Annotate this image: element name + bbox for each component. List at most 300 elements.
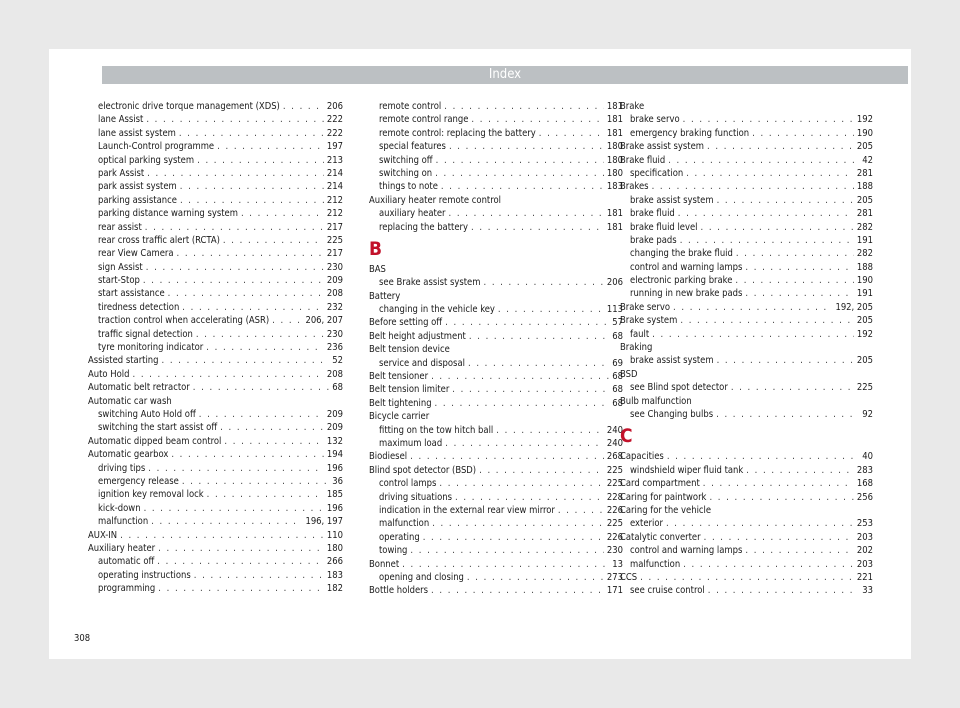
index-subentry bbox=[620, 287, 873, 300]
entry-term: Bonnet bbox=[369, 558, 400, 570]
entry-page-number[interactable]: 188 bbox=[856, 181, 873, 193]
entry-page-number[interactable]: 52 bbox=[332, 355, 343, 367]
entry-page-number[interactable]: 171 bbox=[606, 585, 623, 597]
dot-leader bbox=[745, 544, 854, 557]
entry-term: control and warning lamps bbox=[630, 545, 743, 557]
dot-leader bbox=[410, 544, 603, 557]
index-subentry bbox=[369, 571, 623, 584]
entry-page-number[interactable]: 192 bbox=[856, 114, 873, 126]
index-subentry bbox=[88, 314, 343, 327]
index-subentry bbox=[620, 207, 873, 220]
index-subentry bbox=[620, 517, 873, 530]
entry-term: Brake assist system bbox=[620, 141, 705, 153]
dot-leader bbox=[143, 274, 324, 287]
index-subentry bbox=[88, 274, 343, 287]
entry-page-number[interactable]: 190 bbox=[856, 275, 873, 287]
dot-leader bbox=[445, 316, 609, 329]
entry-page-number[interactable]: 203 bbox=[856, 531, 873, 543]
entry-term: service and disposal bbox=[379, 357, 465, 369]
dot-leader bbox=[439, 477, 604, 490]
entry-page-number[interactable]: 225 bbox=[606, 478, 623, 490]
index-subentry bbox=[88, 569, 343, 582]
entry-term: electronic parking brake bbox=[630, 275, 733, 287]
dot-leader bbox=[652, 180, 854, 193]
dot-leader bbox=[283, 100, 324, 113]
index-column-2 bbox=[369, 100, 623, 598]
entry-page-number[interactable]: 230 bbox=[326, 261, 343, 273]
index-subentry bbox=[88, 221, 343, 234]
index-entry bbox=[620, 571, 873, 584]
entry-page-number[interactable]: 240 bbox=[606, 424, 623, 436]
dot-leader bbox=[483, 276, 603, 289]
dot-leader bbox=[423, 531, 604, 544]
dot-leader bbox=[683, 558, 854, 571]
entry-page-number[interactable]: 192, 205 bbox=[835, 301, 873, 313]
entry-term: lane assist system bbox=[98, 127, 176, 139]
dot-leader bbox=[146, 113, 324, 126]
entry-term: special features bbox=[379, 141, 446, 153]
dot-leader bbox=[151, 515, 302, 528]
dot-leader bbox=[182, 475, 329, 488]
dot-leader bbox=[752, 127, 854, 140]
index-subentry bbox=[620, 584, 873, 597]
index-subentry bbox=[88, 154, 343, 167]
dot-leader bbox=[182, 301, 324, 314]
entry-term: automatic off bbox=[98, 556, 155, 568]
entry-term: Belt tensioner bbox=[369, 371, 429, 383]
entry-page-number[interactable]: 188 bbox=[856, 261, 873, 273]
entry-page-number[interactable]: 68 bbox=[612, 384, 623, 396]
index-subentry bbox=[88, 488, 343, 501]
index-subentry bbox=[369, 517, 623, 530]
entry-page-number[interactable]: 181 bbox=[606, 127, 623, 139]
dot-leader bbox=[144, 502, 324, 515]
entry-term: BAS bbox=[369, 263, 386, 275]
index-subentry bbox=[88, 287, 343, 300]
entry-page-number[interactable]: 113 bbox=[606, 304, 623, 316]
entry-page-number[interactable]: 212 bbox=[326, 194, 343, 206]
dot-leader bbox=[469, 330, 609, 343]
index-subentry bbox=[88, 328, 343, 341]
index-subentry bbox=[369, 424, 623, 437]
entry-page-number[interactable]: 222 bbox=[326, 127, 343, 139]
dot-leader bbox=[468, 357, 609, 370]
entry-page-number[interactable]: 205 bbox=[856, 355, 873, 367]
dot-leader bbox=[496, 424, 604, 437]
dot-leader bbox=[410, 450, 604, 463]
entry-term: Auxiliary heater remote control bbox=[369, 194, 501, 206]
entry-page-number[interactable]: 181 bbox=[606, 101, 623, 112]
entry-page-number[interactable]: 33 bbox=[862, 585, 873, 597]
entry-term: see Changing bulbs bbox=[630, 408, 714, 420]
entry-term: Brake servo bbox=[620, 301, 671, 313]
index-entry bbox=[620, 491, 873, 504]
dot-leader bbox=[158, 542, 324, 555]
index-entry bbox=[620, 100, 873, 113]
entry-term: Launch-Control programme bbox=[98, 141, 215, 153]
entry-page-number[interactable]: 132 bbox=[326, 435, 343, 447]
entry-page-number[interactable]: 225 bbox=[856, 382, 873, 394]
index-entry bbox=[620, 341, 873, 354]
entry-page-number[interactable]: 180 bbox=[606, 154, 623, 166]
index-subentry bbox=[620, 261, 873, 274]
entry-term: maximum load bbox=[379, 437, 443, 449]
index-subentry bbox=[620, 464, 873, 477]
entry-term: changing the brake fluid bbox=[630, 248, 733, 260]
dot-leader bbox=[449, 207, 604, 220]
entry-page-number[interactable]: 68 bbox=[612, 397, 623, 409]
dot-leader bbox=[217, 140, 324, 153]
entry-term: rear View Camera bbox=[98, 248, 174, 260]
entry-page-number[interactable]: 191 bbox=[856, 288, 873, 300]
entry-page-number[interactable]: 225 bbox=[606, 518, 623, 530]
dot-leader bbox=[467, 571, 604, 584]
index-subentry bbox=[369, 140, 623, 153]
entry-term: malfunction bbox=[379, 518, 430, 530]
entry-term: Brakes bbox=[620, 181, 649, 193]
entry-page-number[interactable]: 240 bbox=[606, 437, 623, 449]
entry-term: parking distance warning system bbox=[98, 208, 238, 220]
entry-page-number[interactable]: 228 bbox=[606, 491, 623, 503]
dot-leader bbox=[162, 354, 330, 367]
index-entry bbox=[88, 448, 343, 461]
index-entry bbox=[88, 368, 343, 381]
entry-term: emergency release bbox=[98, 475, 179, 487]
index-entry bbox=[620, 314, 873, 327]
entry-term: Belt tightening bbox=[369, 397, 432, 409]
index-entry bbox=[88, 529, 343, 542]
index-subentry bbox=[620, 247, 873, 260]
index-subentry bbox=[88, 582, 343, 595]
entry-page-number[interactable]: 208 bbox=[326, 288, 343, 300]
entry-page-number[interactable]: 180 bbox=[326, 542, 343, 554]
entry-page-number[interactable]: 206 bbox=[326, 101, 343, 112]
dot-leader bbox=[431, 584, 604, 597]
index-subentry bbox=[88, 502, 343, 515]
entry-term: start assistance bbox=[98, 288, 165, 300]
entry-term: park Assist bbox=[98, 167, 145, 179]
entry-page-number[interactable]: 194 bbox=[326, 449, 343, 461]
entry-term: rear assist bbox=[98, 221, 142, 233]
dot-leader bbox=[558, 504, 604, 517]
index-subentry bbox=[88, 140, 343, 153]
entry-page-number[interactable]: 206 bbox=[606, 277, 623, 289]
entry-term: indication in the external rear view mirror bbox=[379, 504, 555, 516]
index-subentry bbox=[88, 341, 343, 354]
entry-term: Auxiliary heater bbox=[88, 542, 156, 554]
index-entry bbox=[620, 180, 873, 193]
entry-term: tiredness detection bbox=[98, 301, 180, 313]
index-subentry bbox=[369, 207, 623, 220]
index-entry bbox=[620, 140, 873, 153]
entry-term: Brake system bbox=[620, 315, 678, 327]
entry-term: Bottle holders bbox=[369, 585, 429, 597]
entry-page-number[interactable]: 197 bbox=[326, 141, 343, 153]
index-subentry bbox=[620, 194, 873, 207]
entry-term: remote control: replacing the battery bbox=[379, 127, 536, 139]
entry-page-number[interactable]: 57 bbox=[612, 317, 623, 329]
entry-page-number[interactable]: 168 bbox=[856, 478, 873, 490]
entry-page-number[interactable]: 196, 197 bbox=[305, 516, 343, 528]
index-subentry bbox=[369, 303, 623, 316]
dot-leader bbox=[177, 247, 324, 260]
entry-page-number[interactable]: 206, 207 bbox=[305, 315, 343, 327]
entry-term: replacing the battery bbox=[379, 221, 468, 233]
entry-page-number[interactable]: 13 bbox=[612, 558, 623, 570]
index-subentry bbox=[620, 408, 873, 421]
entry-term: traffic signal detection bbox=[98, 328, 193, 340]
dot-leader bbox=[735, 274, 853, 287]
entry-page-number[interactable]: 281 bbox=[856, 167, 873, 179]
entry-term: Blind spot detector (BSD) bbox=[369, 464, 477, 476]
entry-page-number[interactable]: 232 bbox=[326, 301, 343, 313]
entry-term: Brake fluid bbox=[620, 154, 666, 166]
index-subentry bbox=[620, 354, 873, 367]
index-subentry bbox=[620, 544, 873, 557]
index-subentry bbox=[369, 167, 623, 180]
index-subentry bbox=[88, 180, 343, 193]
dot-leader bbox=[402, 558, 609, 571]
entry-page-number[interactable]: 217 bbox=[326, 221, 343, 233]
dot-leader bbox=[709, 491, 853, 504]
index-subentry bbox=[88, 234, 343, 247]
entry-term: rear cross traffic alert (RCTA) bbox=[98, 234, 220, 246]
entry-page-number[interactable]: 196 bbox=[326, 462, 343, 474]
entry-page-number[interactable]: 208 bbox=[326, 368, 343, 380]
entry-page-number[interactable]: 209 bbox=[326, 408, 343, 420]
entry-page-number[interactable]: 281 bbox=[856, 208, 873, 220]
entry-term: Assisted starting bbox=[88, 355, 159, 367]
index-subentry bbox=[88, 207, 343, 220]
entry-page-number[interactable]: 196 bbox=[326, 502, 343, 514]
entry-page-number[interactable]: 205 bbox=[856, 194, 873, 206]
dot-leader bbox=[668, 154, 859, 167]
index-column-3 bbox=[620, 100, 873, 598]
entry-page-number[interactable]: 268 bbox=[606, 451, 623, 463]
entry-term: tyre monitoring indicator bbox=[98, 342, 204, 354]
entry-page-number[interactable]: 191 bbox=[856, 234, 873, 246]
index-subentry bbox=[620, 558, 873, 571]
index-entry bbox=[369, 330, 623, 343]
entry-term: CCS bbox=[620, 571, 638, 583]
index-entry bbox=[620, 154, 873, 167]
entry-term: sign Assist bbox=[98, 261, 143, 273]
dot-leader bbox=[452, 383, 609, 396]
dot-leader bbox=[435, 167, 604, 180]
entry-page-number[interactable]: 183 bbox=[326, 569, 343, 581]
entry-page-number[interactable]: 253 bbox=[856, 518, 873, 530]
entry-page-number[interactable]: 222 bbox=[326, 114, 343, 126]
entry-page-number[interactable]: 69 bbox=[612, 357, 623, 369]
entry-page-number[interactable]: 256 bbox=[856, 491, 873, 503]
dot-leader bbox=[207, 488, 324, 501]
entry-term: parking assistance bbox=[98, 194, 177, 206]
entry-term: BSD bbox=[620, 368, 638, 380]
index-entry bbox=[620, 450, 873, 463]
entry-term: Automatic belt retractor bbox=[88, 382, 190, 394]
entry-page-number[interactable]: 230 bbox=[606, 545, 623, 557]
entry-term: remote control bbox=[379, 101, 442, 112]
entry-term: see cruise control bbox=[630, 585, 705, 597]
dot-leader bbox=[241, 207, 324, 220]
entry-term: Automatic gearbox bbox=[88, 449, 169, 461]
entry-term: Belt height adjustment bbox=[369, 330, 466, 342]
entry-page-number[interactable]: 217 bbox=[326, 248, 343, 260]
index-subentry bbox=[88, 167, 343, 180]
entry-term: Belt tension device bbox=[369, 344, 450, 356]
entry-page-number[interactable]: 181 bbox=[606, 208, 623, 220]
entry-term: electronic drive torque management (XDS) bbox=[98, 101, 280, 112]
dot-leader bbox=[704, 531, 854, 544]
index-subentry bbox=[369, 491, 623, 504]
entry-term: Card compartment bbox=[620, 478, 700, 490]
index-subentry bbox=[88, 301, 343, 314]
entry-page-number[interactable]: 203 bbox=[856, 558, 873, 570]
entry-page-number[interactable]: 205 bbox=[856, 141, 873, 153]
entry-term: ignition key removal lock bbox=[98, 489, 204, 501]
index-subentry bbox=[620, 113, 873, 126]
dot-leader bbox=[145, 221, 324, 234]
entry-term: start-Stop bbox=[98, 275, 140, 287]
entry-term: Braking bbox=[620, 342, 653, 354]
page-number: 308 bbox=[74, 633, 91, 644]
entry-page-number[interactable]: 190 bbox=[856, 127, 873, 139]
index-entry bbox=[369, 584, 623, 597]
entry-term: kick-down bbox=[98, 502, 141, 514]
entry-page-number[interactable]: 266 bbox=[326, 556, 343, 568]
dot-leader bbox=[746, 464, 854, 477]
entry-page-number[interactable]: 92 bbox=[862, 408, 873, 420]
entry-page-number[interactable]: 282 bbox=[856, 221, 873, 233]
index-entry bbox=[620, 368, 873, 381]
entry-page-number[interactable]: 209 bbox=[326, 422, 343, 434]
entry-term: Bulb malfunction bbox=[620, 395, 692, 407]
entry-term: brake assist system bbox=[630, 194, 714, 206]
entry-page-number[interactable]: 221 bbox=[856, 571, 873, 583]
dot-leader bbox=[148, 462, 324, 475]
dot-leader bbox=[479, 464, 604, 477]
index-subentry bbox=[88, 462, 343, 475]
entry-term: Catalytic converter bbox=[620, 531, 701, 543]
dot-leader bbox=[652, 328, 854, 341]
index-subentry bbox=[369, 100, 623, 113]
dot-leader bbox=[745, 287, 853, 300]
entry-term: Bicycle carrier bbox=[369, 411, 430, 423]
dot-leader bbox=[199, 408, 324, 421]
entry-page-number[interactable]: 282 bbox=[856, 248, 873, 260]
dot-leader bbox=[431, 370, 609, 383]
entry-page-number[interactable]: 213 bbox=[326, 154, 343, 166]
index-entry bbox=[620, 301, 873, 314]
entry-page-number[interactable]: 68 bbox=[612, 330, 623, 342]
index-entry bbox=[369, 343, 623, 356]
index-subentry bbox=[620, 221, 873, 234]
entry-page-number[interactable]: 226 bbox=[606, 531, 623, 543]
entry-term: specification bbox=[630, 167, 684, 179]
entry-page-number[interactable]: 185 bbox=[326, 489, 343, 501]
entry-term: running in new brake pads bbox=[630, 288, 743, 300]
dot-leader bbox=[471, 221, 604, 234]
dot-leader bbox=[435, 397, 610, 410]
entry-page-number[interactable]: 209 bbox=[326, 275, 343, 287]
entry-term: park assist system bbox=[98, 181, 177, 193]
entry-term: opening and closing bbox=[379, 571, 464, 583]
entry-page-number[interactable]: 182 bbox=[326, 583, 343, 595]
dot-leader bbox=[445, 437, 604, 450]
dot-leader bbox=[683, 113, 854, 126]
dot-leader bbox=[147, 167, 324, 180]
index-subentry bbox=[88, 515, 343, 528]
dot-leader bbox=[168, 287, 324, 300]
entry-term: things to note bbox=[379, 181, 438, 193]
entry-page-number[interactable]: 214 bbox=[326, 167, 343, 179]
entry-page-number[interactable]: 212 bbox=[326, 208, 343, 220]
index-subentry bbox=[88, 421, 343, 434]
entry-term: changing in the vehicle key bbox=[379, 304, 495, 316]
entry-page-number[interactable]: 68 bbox=[332, 382, 343, 394]
entry-term: Automatic dipped beam control bbox=[88, 435, 222, 447]
entry-page-number[interactable]: 236 bbox=[326, 342, 343, 354]
dot-leader bbox=[132, 368, 323, 381]
entry-page-number[interactable]: 230 bbox=[326, 328, 343, 340]
dot-leader bbox=[471, 113, 603, 126]
dot-leader bbox=[449, 140, 604, 153]
entry-page-number[interactable]: 192 bbox=[856, 328, 873, 340]
index-entry bbox=[88, 395, 343, 408]
entry-term: operating instructions bbox=[98, 569, 191, 581]
index-entry bbox=[369, 383, 623, 396]
dot-leader bbox=[432, 517, 604, 530]
entry-page-number[interactable]: 180 bbox=[606, 167, 623, 179]
index-subentry bbox=[620, 167, 873, 180]
entry-page-number[interactable]: 225 bbox=[606, 464, 623, 476]
entry-page-number[interactable]: 181 bbox=[606, 114, 623, 126]
entry-page-number[interactable]: 205 bbox=[856, 315, 873, 327]
entry-page-number[interactable]: 42 bbox=[862, 154, 873, 166]
dot-leader bbox=[197, 154, 324, 167]
index-entry bbox=[620, 504, 873, 517]
dot-leader bbox=[678, 207, 854, 220]
entry-page-number[interactable]: 226 bbox=[606, 504, 623, 516]
entry-page-number[interactable]: 110 bbox=[326, 529, 343, 541]
entry-term: Belt tension limiter bbox=[369, 384, 450, 396]
entry-page-number[interactable]: 181 bbox=[606, 221, 623, 233]
entry-term: brake pads bbox=[630, 234, 677, 246]
entry-page-number[interactable]: 68 bbox=[612, 371, 623, 383]
index-subentry bbox=[88, 113, 343, 126]
entry-page-number[interactable]: 202 bbox=[856, 545, 873, 557]
index-subentry bbox=[369, 357, 623, 370]
index-entry bbox=[369, 316, 623, 329]
entry-term: fault bbox=[630, 328, 650, 340]
section-letter: B bbox=[369, 237, 383, 260]
dot-leader bbox=[703, 477, 854, 490]
entry-page-number[interactable]: 36 bbox=[332, 475, 343, 487]
entry-page-number[interactable]: 273 bbox=[606, 571, 623, 583]
entry-page-number[interactable]: 40 bbox=[862, 451, 873, 463]
index-subentry bbox=[369, 504, 623, 517]
entry-page-number[interactable]: 183 bbox=[606, 181, 623, 193]
index-entry bbox=[88, 435, 343, 448]
entry-page-number[interactable]: 283 bbox=[856, 464, 873, 476]
entry-term: Capacities bbox=[620, 451, 664, 463]
entry-page-number[interactable]: 214 bbox=[326, 181, 343, 193]
dot-leader bbox=[220, 421, 324, 434]
entry-page-number[interactable]: 225 bbox=[326, 234, 343, 246]
index-entry bbox=[88, 354, 343, 367]
entry-term: exterior bbox=[630, 518, 663, 530]
entry-page-number[interactable]: 180 bbox=[606, 141, 623, 153]
